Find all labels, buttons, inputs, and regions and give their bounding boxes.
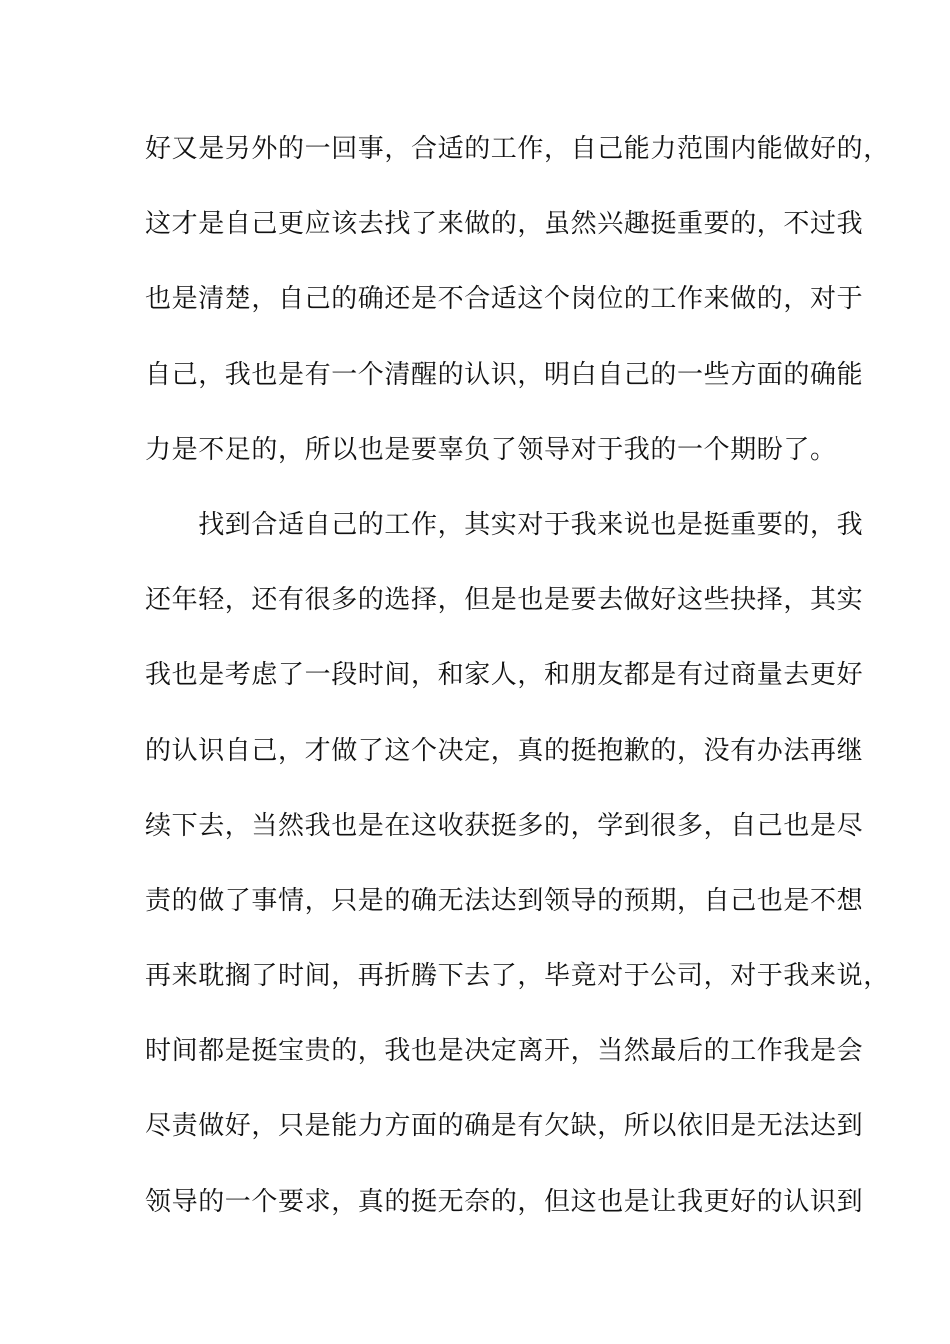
text-line: 力是不足的，所以也是要辜负了领导对于我的一个期盼了。 (145, 434, 837, 465)
text-line: 领导的一个要求，真的挺无奈的，但这也是让我更好的认识到 (145, 1186, 864, 1217)
text-line: 的认识自己，才做了这个决定，真的挺抱歉的，没有办法再继 (145, 735, 864, 766)
text-line: 还年轻，还有很多的选择，但是也是要去做好这些抉择，其实 (145, 585, 864, 616)
paragraph-first-line: 找到合适自己的工作，其实对于我来说也是挺重要的，我 (145, 509, 864, 540)
text-line: 尽责做好，只是能力方面的确是有欠缺，所以依旧是无法达到 (145, 1111, 864, 1142)
text-line: 也是清楚，自己的确还是不合适这个岗位的工作来做的，对于 (145, 284, 864, 315)
text-line: 我也是考虑了一段时间，和家人，和朋友都是有过商量去更好 (145, 660, 864, 691)
text-line: 续下去，当然我也是在这收获挺多的，学到很多，自己也是尽 (145, 810, 864, 841)
text-line: 责的做了事情，只是的确无法达到领导的预期，自己也是不想 (145, 885, 864, 916)
body-text (145, 131, 890, 1259)
text-line: 自己，我也是有一个清醒的认识，明白自己的一些方面的确能 (145, 359, 864, 390)
text-line: 这才是自己更应该去找了来做的，虽然兴趣挺重要的，不过我 (145, 209, 864, 240)
text-line: 再来耽搁了时间，再折腾下去了，毕竟对于公司，对于我来说， (145, 961, 890, 992)
text-line: 好又是另外的一回事，合适的工作，自己能力范围内能做好的， (145, 134, 890, 164)
text-line: 时间都是挺宝贵的，我也是决定离开，当然最后的工作我是会 (145, 1036, 864, 1067)
